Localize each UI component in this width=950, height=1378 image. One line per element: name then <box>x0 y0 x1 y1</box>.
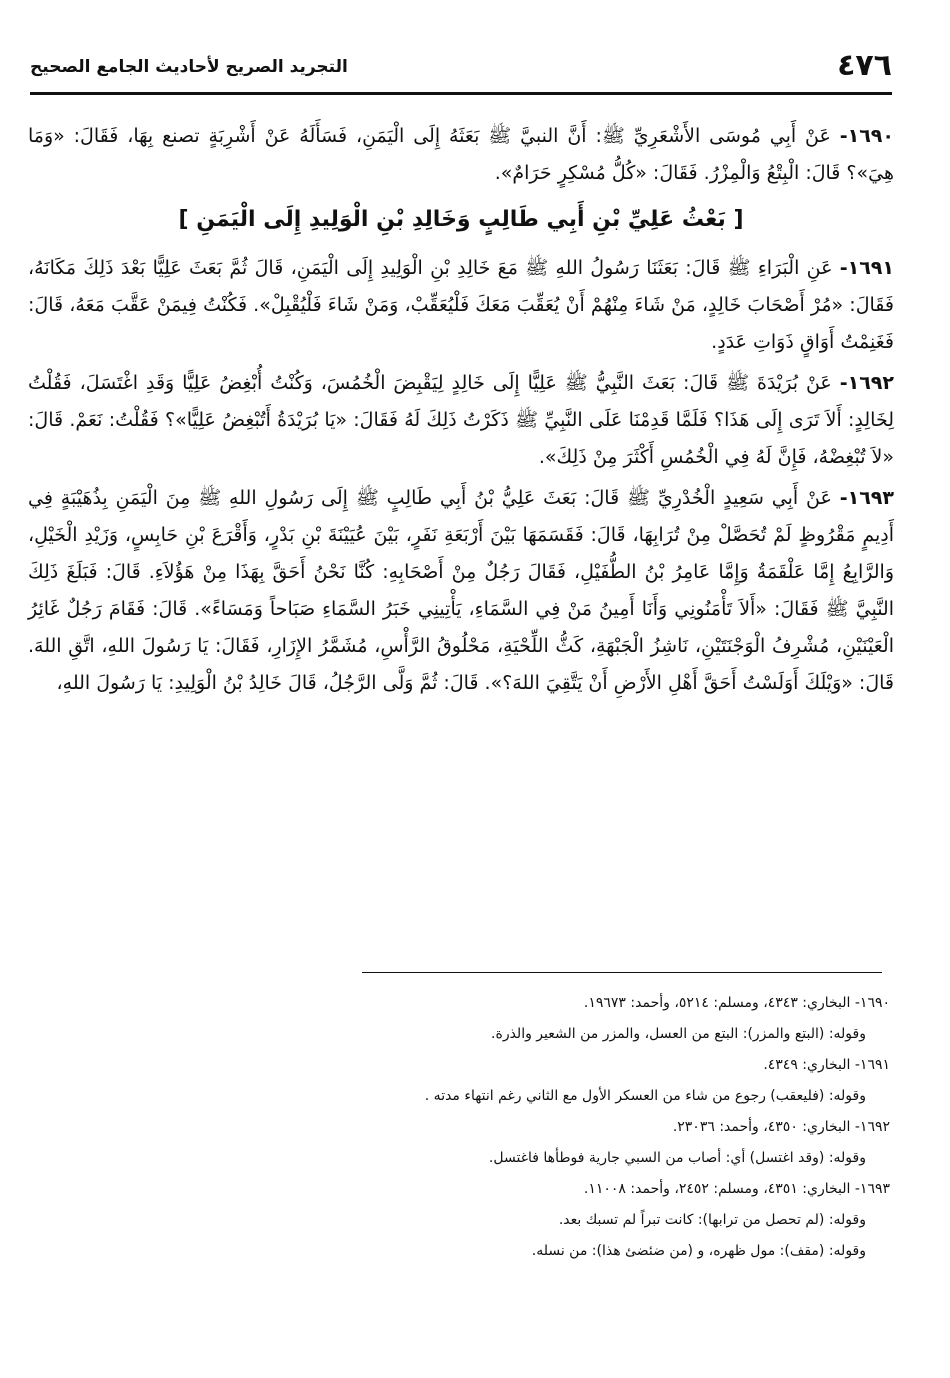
footnote-1692: ١٦٩٢- البخاري: ٤٣٥٠، وأحمد: ٢٣٠٣٦. <box>672 1119 890 1135</box>
book-title: التجريد الصريح لأحاديث الجامع الصحيح <box>30 57 348 77</box>
hadith-text: عَنْ أَبِي سَعِيدٍ الْخُدْرِيِّ ﷺ قَالَ: بَعَثَ عَلِيُّ بْنُ أَبِي طَالِبٍ ﷺ إِلَى رَسُولِ اللهِ ﷺ مِنَ الْيَمَنِ بِذُهَيْبَةٍ فِي أَدِيمٍ مَقْرُوظٍ لَمْ تُحَصَّلْ مِنْ تُرَابِهَا، قَالَ: فَقَسَمَهَا بَيْنَ أَرْبَعَةِ نَفَرٍ، بَيْنَ عُيَيْنَةَ بْنِ بَدْرٍ، وَأَقْرَعَ بْنِ حَابِسٍ، وَزَيْدِ الْخَيْلِ، وَالرَّابِعُ إِمَّا عَلْقَمَةُ وَإِمَّا عَامِرُ بْنُ الطُّفَيْلِ، فَقَالَ رَجُلٌ مِنْ أَصْحَابِهِ: كُنَّا نَحْنُ أَحَقَّ بِهَذَا مِنْ هَؤُلاَءِ. قَالَ: فَبَلَغَ ذَلِكَ النَّبِيَّ ﷺ فَقَالَ: «أَلاَ تَأْمَنُونِي وَأَنَا أَمِينُ مَنْ فِي السَّمَاءِ، يَأْتِينِي خَبَرُ السَّمَاءِ صَبَاحاً وَمَسَاءً». قَالَ: فَقَامَ رَجُلٌ غَائِرُ الْعَيْنَيْنِ، مُشْرِفُ الْوَجْنَتَيْنِ، نَاشِزُ الْجَبْهَةِ، كَثُّ اللِّحْيَةِ، مَحْلُوقُ الرَّأْسِ، مُشَمَّرُ الإِزَارِ، فَقَالَ: يَا رَسُولَ اللهِ، اتَّقِ اللهَ. قَالَ: «وَيْلَكَ أَوَلَسْتُ أَحَقَّ أَهْلِ الأَرْضِ أَنْ يَتَّقِيَ اللهَ؟». قَالَ: ثُمَّ وَلَّى الرَّجُلُ، قَالَ خَالِدُ بْنُ الْوَلِيدِ: يَا رَسُولَ اللهِ، <box>28 487 894 694</box>
footnote-note: وقوله: (لم تحصل من ترابها): كانت تبراً لم تسبك بعد. <box>558 1212 866 1228</box>
hadith-number: ١٦٩١- <box>839 257 894 279</box>
hadith-number: ١٦٩٠- <box>839 125 894 147</box>
hadith-text: عَنْ بُرَيْدَةَ ﷺ قَالَ: بَعَثَ النَّبِيُّ ﷺ عَلِيًّا إِلَى خَالِدٍ لِيَقْبِضَ الْخُمُسَ، وَكُنْتُ أُبْغِضُ عَلِيًّا وَقَدِ اغْتَسَلَ، فَقُلْتُ لِخَالِدٍ: أَلاَ تَرَى إِلَى هَذَا؟ فَلَمَّا قَدِمْنَا عَلَى النَّبِيِّ ﷺ ذَكَرْتُ ذَلِكَ لَهُ فَقَالَ: «يَا بُرَيْدَةُ أَتُبْغِضُ عَلِيًّا»؟ فَقُلْتُ: نَعَمْ. قَالَ: «لاَ تُبْغِضْهُ، فَإِنَّ لَهُ فِي الْخُمُسِ أَكْثَرَ مِنْ ذَلِكَ». <box>28 372 894 468</box>
section-heading: [ بَعْثُ عَلِيِّ بْنِ أَبِي طَالِبٍ وَخَالِدِ بْنِ الْوَلِيدِ إِلَى الْيَمَنِ ] <box>178 207 744 232</box>
hadith-number: ١٦٩٣- <box>839 487 894 509</box>
footnote-rule <box>362 972 882 973</box>
footnote-1693: ١٦٩٣- البخاري: ٤٣٥١، ومسلم: ٢٤٥٢، وأحمد: ١١٠٠٨. <box>583 1181 890 1197</box>
hadith-text: عَنْ أَبِي مُوسَى الأَشْعَرِيِّ ﷺ: أَنَّ النبيَّ ﷺ بَعَثَهُ إِلَى الْيَمَنِ، فَسَأَلَهُ عَنْ أَشْرِبَةٍ تصنع بِهَا، فَقَالَ: «وَمَا هِيَ»؟ قَالَ: الْبِتْعُ وَالْمِزْرُ. فَقَالَ: «كُلُّ مُسْكِرٍ حَرَامٌ». <box>28 125 894 184</box>
footnote-1690: ١٦٩٠- البخاري: ٤٣٤٣، ومسلم: ٥٢١٤، وأحمد: ١٩٦٧٣. <box>583 995 890 1011</box>
main-text <box>28 118 894 706</box>
footnote-1691: ١٦٩١- البخاري: ٤٣٤٩. <box>763 1057 890 1073</box>
page-number: ٤٧٦ <box>837 48 892 83</box>
hadith-1690 <box>28 118 894 192</box>
footnote-note: وقوله: (مقف): مول ظهره، و (من ضئضئ هذا): من نسله. <box>531 1243 866 1259</box>
hadith-1691 <box>28 250 894 361</box>
hadith-number: ١٦٩٢- <box>839 372 894 394</box>
footnote-note: وقوله: (وقد اغتسل) أي: أصاب من السبي جارية فوطأها فاغتسل. <box>488 1150 866 1166</box>
page-header <box>30 48 892 92</box>
footnotes <box>250 988 890 1267</box>
footnote-note: وقوله: (البتع والمزر): البتع من العسل، والمزر من الشعير والذرة. <box>491 1026 866 1042</box>
hadith-1692 <box>28 365 894 476</box>
hadith-1693 <box>28 480 894 702</box>
header-rule <box>30 92 892 95</box>
hadith-text: عَنِ الْبَرَاءِ ﷺ قَالَ: بَعَثَنَا رَسُولُ اللهِ ﷺ مَعَ خَالِدِ بْنِ الْوَلِيدِ إِلَى الْيَمَنِ، قَالَ ثُمَّ بَعَثَ عَلِيًّا بَعْدَ ذَلِكَ مَكَانَهُ، فَقَالَ: «مُرْ أَصْحَابَ خَالِدٍ، مَنْ شَاءَ مِنْهُمْ أَنْ يُعَقِّبَ مَعَكَ فَلْيُعَقِّبْ، وَمَنْ شَاءَ فَلْيُقْبِلْ». فَكُنْتُ فِيمَنْ عَقَّبَ مَعَهُ، قَالَ: فَغَنِمْتُ أَوَاقٍ ذَوَاتِ عَدَدٍ. <box>28 257 894 353</box>
footnote-note: وقوله: (فليعقب) رجوع من شاء من العسكر الأول مع الثاني رغم انتهاء مدته . <box>424 1088 866 1104</box>
